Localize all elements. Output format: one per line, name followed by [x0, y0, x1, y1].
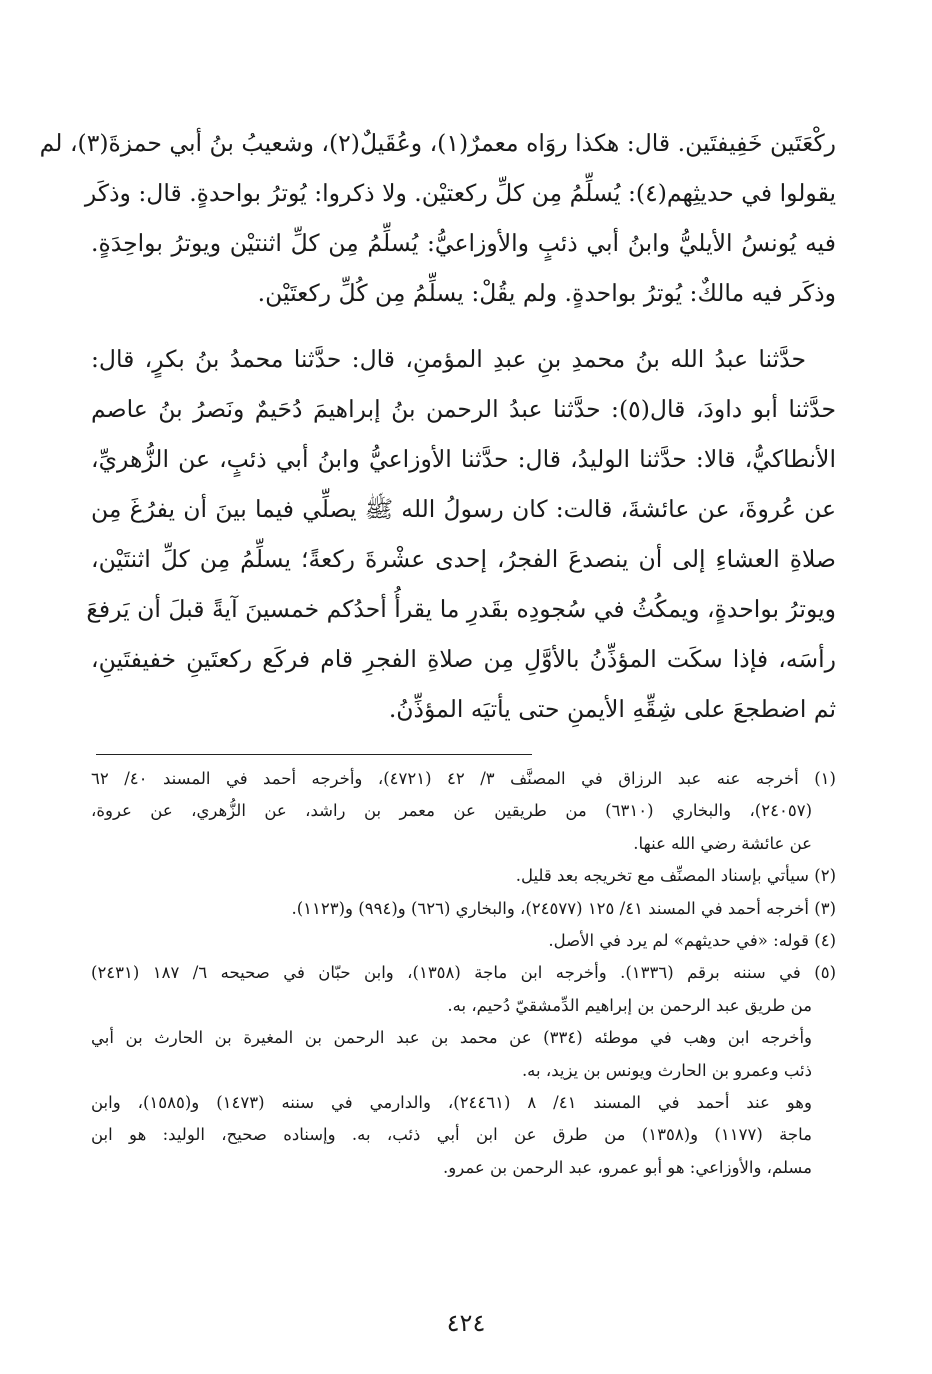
text-line: فيه يُونسُ الأيليُّ وابنُ أبي ذئبٍ والأوزاعيُّ: يُسلِّمُ مِن كلِّ اثنتيْن ويوترُ بواحِدَةٍ.: [91, 229, 836, 257]
footnote-line: (٢) سيأتي بإسناد المصنِّف مع تخريجه بعد قليل.: [515, 866, 836, 886]
text-line: ركْعَتَين خَفِيفتَين. قال: هكذا روَاه معمرٌ(١)، وعُقَيلٌ(٢)، وشعيبُ بنُ أبي حمزةَ(٣)، لم: [39, 129, 836, 157]
footnote-line: من طريق عبد الرحمن بن إبراهيم الدِّمشقيّ دُحيم، به.: [447, 995, 812, 1015]
footnote-line: (٢٤٠٥٧)، والبخاري (٦٣١٠) من طريقين عن معمر بن راشد، عن الزُّهري، عن عروة،: [91, 801, 812, 821]
text-line: وذكَر فيه مالكٌ: يُوترُ بواحدةٍ. ولم يقُلْ: يسلِّمُ مِن كُلِّ ركعتَيْن.: [257, 279, 836, 307]
text-line: ويوترُ بواحدةٍ، ويمكُثُ في سُجودِه بقَدرِ ما يقرأُ أحدُكم خمسينَ آيةً قبلَ أن يَرفعَ: [86, 595, 836, 623]
text-line: حدَّثنا أبو داودَ، قال(٥): حدَّثنا عبدُ الرحمن بنُ إبراهيمَ دُحَيمٌ ونَصرُ بنُ عاصم: [91, 395, 836, 423]
text-line: الأنطاكيُّ، قالا: حدَّثنا الوليدُ، قال: حدَّثنا الأوزاعيُّ وابنُ أبي ذئبٍ، عن الزُّهريِّ،: [91, 445, 836, 473]
footnote-line: (٥) في سننه برقم (١٣٣٦). وأخرجه ابن ماجة (١٣٥٨)، وابن حبّان في صحيحه ٦/ ١٨٧ (٢٤٣١): [91, 963, 836, 983]
text-line: يقولوا في حديثِهم(٤): يُسلِّمُ مِن كلِّ ركعتيْن. ولا ذكروا: يُوترُ بواحدةٍ. قال: وذكَر: [84, 179, 836, 207]
footnote-line: وأخرجه ابن وهب في موطئه (٣٣٤) عن محمد بن عبد الرحمن بن المغيرة بن الحارث بن أبي: [91, 1028, 812, 1048]
footnote-line: (٣) أخرجه أحمد في المسند ٤١/ ١٢٥ (٢٤٥٧٧)، والبخاري (٦٢٦) و(٩٩٤) و(١١٢٣).: [291, 898, 836, 918]
footnote-line: وهو عند أحمد في المسند ٤١/ ٨ (٢٤٤٦١)، والدارمي في سننه (١٤٧٣) و(١٥٨٥)، وابن: [91, 1092, 812, 1112]
text-line: صلاةِ العشاءِ إلى أن ينصدعَ الفجرُ، إحدى عشْرةَ ركعةً؛ يسلِّمُ مِن كلِّ اثنتَيْن،: [91, 545, 836, 573]
footnote-line: (١) أخرجه عنه عبد الرزاق في المصنَّف ٣/ ٤٢ (٤٧٢١)، وأخرجه أحمد في المسند ٤٠/ ٦٢: [91, 769, 836, 788]
footnote-line: عن عائشة رضي الله عنها.: [633, 833, 812, 853]
footnote-line: ماجة (١١٧٧) و(١٣٥٨) من طرق عن ابن أبي ذئب، به. وإسناده صحيح، الوليد: هو ابن: [91, 1125, 812, 1145]
text-line: رأسَه، فإذا سكَت المؤذِّنُ بالأوَّلِ مِن صلاةِ الفجرِ قام فركَع ركعتَينِ خفيفتَينِ،: [91, 645, 836, 673]
main-text: [39, 118, 836, 734]
page-number: ٤٢٤: [446, 1309, 486, 1337]
text-line: عن عُروةَ، عن عائشةَ، قالت: كان رسولُ الله ﷺ يصلِّي فيما بينَ أن يفرُغَ مِن: [91, 495, 836, 523]
footnotes: [91, 763, 836, 1184]
footnote-line: (٤) قوله: «في حديثهم» لم يرد في الأصل.: [548, 930, 836, 950]
footnote-line: ذئب وعمرو بن الحارث ويونس بن يزيد، به.: [521, 1060, 812, 1080]
text-line: حدَّثنا عبدُ الله بنُ محمدِ بنِ عبدِ المؤمنِ، قال: حدَّثنا محمدُ بنُ بكرٍ، قال:: [91, 345, 806, 373]
text-line: ثم اضطجعَ على شِقِّهِ الأيمنِ حتى يأتيَه المؤذِّنُ.: [388, 695, 836, 723]
footnote-separator: [96, 754, 532, 755]
footnote-line: مسلم، والأوزاعي: هو أبو عمرو، عبد الرحمن بن عمرو.: [443, 1157, 812, 1177]
